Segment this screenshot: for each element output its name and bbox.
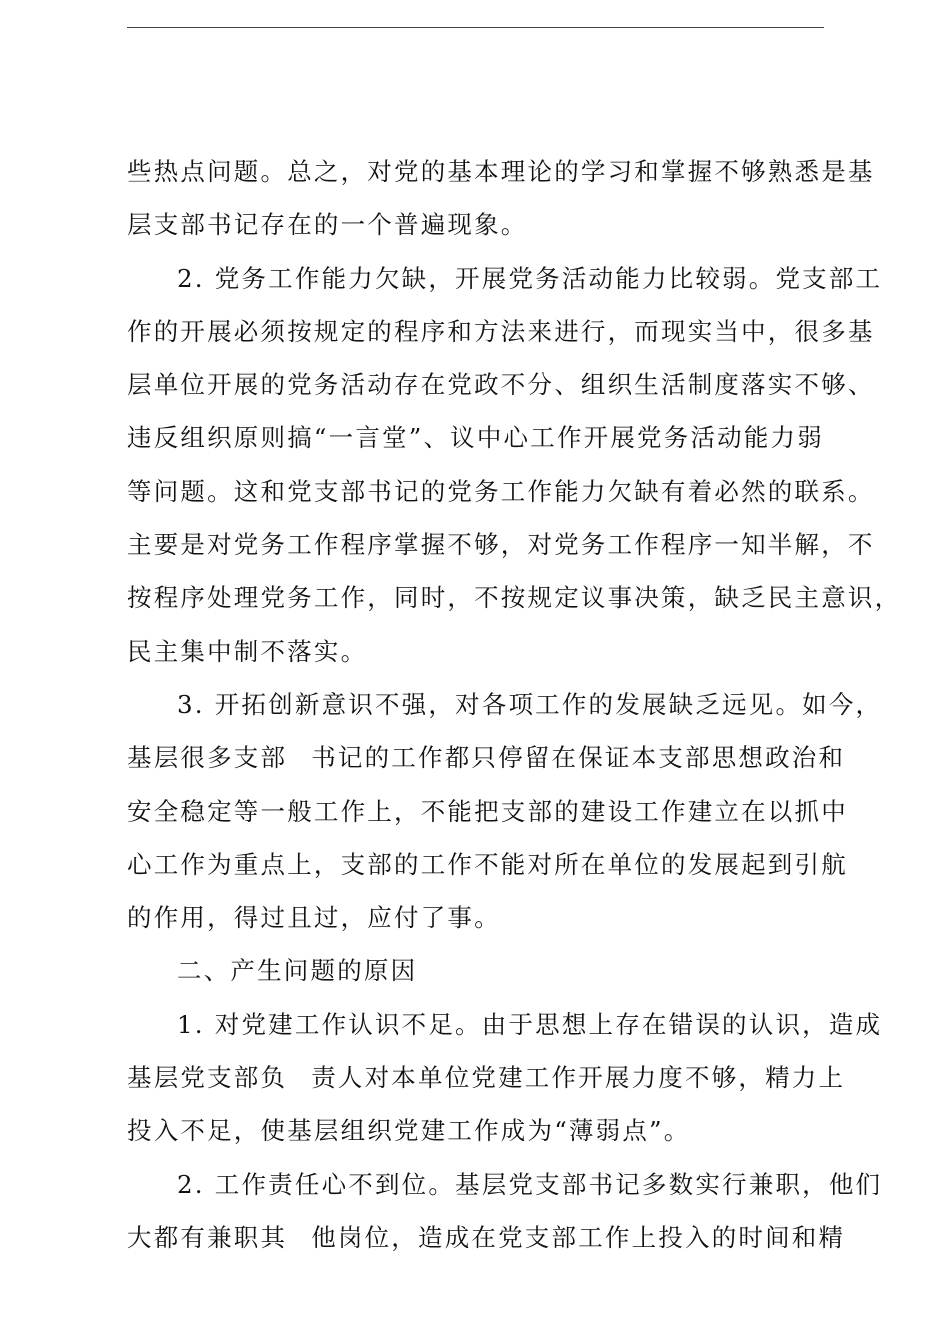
text-segment: 责人对本单位党建工作开展力度不够，精力上 bbox=[311, 1063, 846, 1093]
header-rule bbox=[127, 27, 824, 28]
text-segment: 书记的工作都只停留在保证本支部思想政治和 bbox=[311, 743, 846, 773]
text-line: 的作用，得过且过，应付了事。 bbox=[127, 903, 501, 933]
text-segment: 基层党支部负 bbox=[127, 1063, 288, 1093]
text-line: 层单位开展的党务活动存在党政不分、组织生活制度落实不够、 bbox=[127, 370, 875, 400]
text-line: 作的开展必须按规定的程序和方法来进行，而现实当中，很多基 bbox=[127, 316, 875, 346]
paragraph-heading-2: 2. 党务工作能力欠缺，开展党务活动能力比较弱。党支部工 bbox=[177, 263, 883, 293]
text-line: 违反组织原则搞“一言堂”、议中心工作开展党务活动能力弱 bbox=[127, 423, 824, 453]
text-line bbox=[127, 1051, 846, 1104]
text-line: 投入不足，使基层组织党建工作成为“薄弱点”。 bbox=[127, 1116, 691, 1146]
text-line: 按程序处理党务工作，同时，不按规定议事决策，缺乏民主意识， bbox=[127, 583, 902, 613]
paragraph-heading-1: 1. 对党建工作认识不足。由于思想上存在错误的认识，造成 bbox=[177, 1009, 883, 1039]
text-line bbox=[127, 731, 846, 784]
text-line: 心工作为重点上，支部的工作不能对所在单位的发展起到引航 bbox=[127, 849, 848, 879]
text-line: 主要是对党务工作程序掌握不够，对党务工作程序一知半解，不 bbox=[127, 530, 875, 560]
text-line: 民主集中制不落实。 bbox=[127, 636, 368, 666]
paragraph-heading-3: 3. 开拓创新意识不强，对各项工作的发展缺乏远见。如今， bbox=[177, 689, 883, 719]
text-line: 些热点问题。总之，对党的基本理论的学习和掌握不够熟悉是基 bbox=[127, 157, 875, 186]
section-heading: 二、产生问题的原因 bbox=[177, 956, 418, 986]
text-line: 等问题。这和党支部书记的党务工作能力欠缺有着必然的联系。 bbox=[127, 476, 875, 506]
text-line: 层支部书记存在的一个普遍现象。 bbox=[127, 210, 528, 240]
text-segment: 他岗位，造成在党支部工作上投入的时间和精 bbox=[311, 1222, 846, 1252]
text-segment: 基层很多支部 bbox=[127, 743, 288, 773]
text-segment: 大都有兼职其 bbox=[127, 1222, 288, 1252]
text-line: 安全稳定等一般工作上，不能把支部的建设工作建立在以抓中 bbox=[127, 796, 848, 826]
paragraph-heading-2b: 2. 工作责任心不到位。基层党支部书记多数实行兼职，他们 bbox=[177, 1169, 883, 1199]
text-line bbox=[127, 1211, 846, 1264]
body-text bbox=[127, 145, 902, 1264]
